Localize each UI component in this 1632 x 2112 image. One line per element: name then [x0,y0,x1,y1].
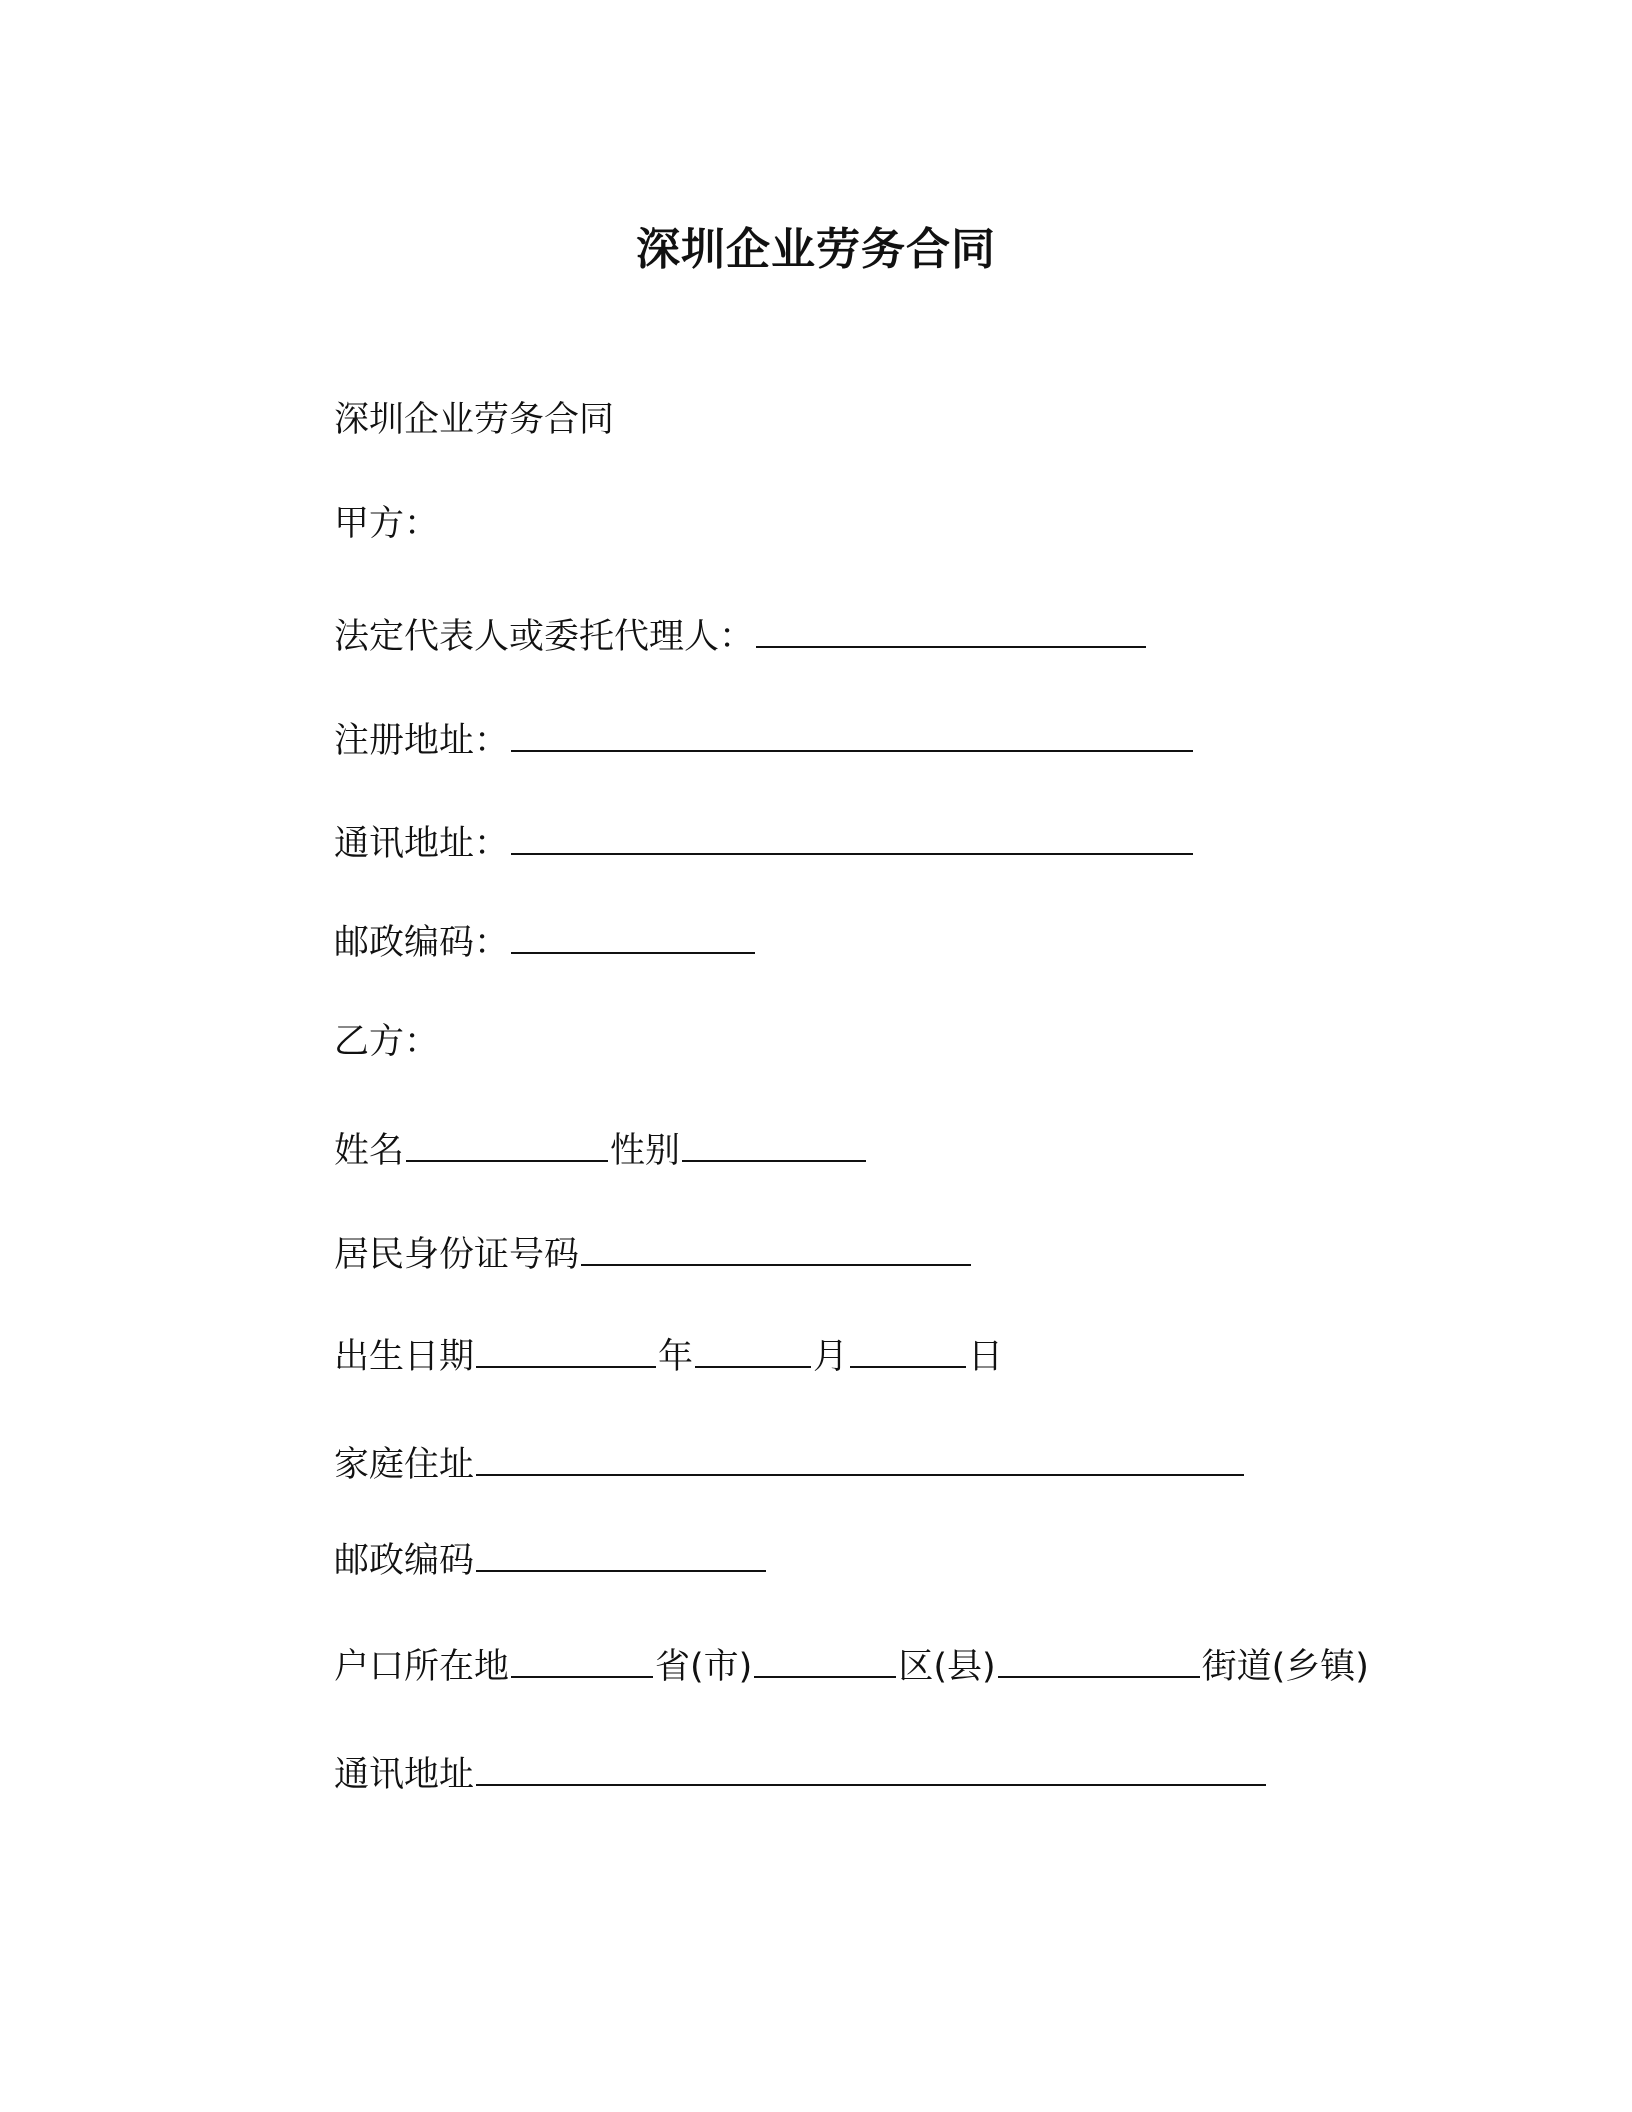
party-b-mailing-address-blank[interactable] [476,1746,1266,1786]
page-title: 深圳企业劳务合同 [636,224,996,275]
party-b-postal-code-label: 邮政编码 [334,1541,475,1581]
name-label: 姓名 [334,1131,405,1171]
party-a-mailing-address-row [334,815,1195,868]
gender-label: 性别 [610,1131,681,1171]
registered-address-blank[interactable] [511,712,1193,752]
party-a-heading [334,500,439,548]
home-address-label: 家庭住址 [334,1445,475,1485]
party-b-postal-code-blank[interactable] [476,1532,766,1572]
party-b-id-number-row [334,1226,973,1279]
party-a-mailing-address-blank[interactable] [511,815,1193,855]
party-a-postal-code-blank[interactable] [511,914,755,954]
district-blank[interactable] [754,1638,896,1678]
party-b-heading-text: 乙方： [334,1022,440,1062]
birth-date-label: 出生日期 [334,1337,475,1377]
party-b-mailing-address-row [334,1746,1268,1799]
province-label: 省(市) [655,1647,753,1687]
legal-rep-label: 法定代表人或委托代理人： [334,617,755,657]
district-label: 区(县) [898,1647,996,1687]
name-blank[interactable] [406,1122,608,1162]
birth-day-blank[interactable] [850,1328,966,1368]
street-blank[interactable] [998,1638,1200,1678]
household-location-label: 户口所在地 [334,1647,510,1687]
birth-year-blank[interactable] [476,1328,656,1368]
subtitle-text: 深圳企业劳务合同 [334,400,615,440]
party-a-mailing-address-label: 通讯地址： [334,824,510,864]
party-a-postal-code-row [334,914,757,967]
street-label: 街道(乡镇) [1201,1647,1369,1687]
party-b-birth-date-row [334,1328,1003,1381]
party-a-legal-rep-row [334,608,1148,661]
party-a-postal-code-label: 邮政编码： [334,923,510,963]
party-b-mailing-address-label: 通讯地址 [334,1755,475,1795]
legal-rep-blank[interactable] [756,608,1146,648]
day-label: 日 [968,1337,1004,1377]
registered-address-label: 注册地址： [334,721,510,761]
party-a-heading-text: 甲方： [334,504,440,544]
year-label: 年 [658,1337,694,1377]
province-blank[interactable] [511,1638,653,1678]
birth-month-blank[interactable] [695,1328,811,1368]
subtitle [334,396,614,444]
party-b-home-address-row [334,1436,1246,1489]
month-label: 月 [813,1337,849,1377]
id-number-label: 居民身份证号码 [334,1235,580,1275]
id-number-blank[interactable] [581,1226,971,1266]
party-b-household-row [334,1638,1369,1691]
party-b-name-gender-row [334,1122,868,1175]
party-b-heading [334,1018,439,1066]
home-address-blank[interactable] [476,1436,1244,1476]
party-a-registered-address-row [334,712,1195,765]
gender-blank[interactable] [682,1122,866,1162]
party-b-postal-code-row [334,1532,768,1585]
